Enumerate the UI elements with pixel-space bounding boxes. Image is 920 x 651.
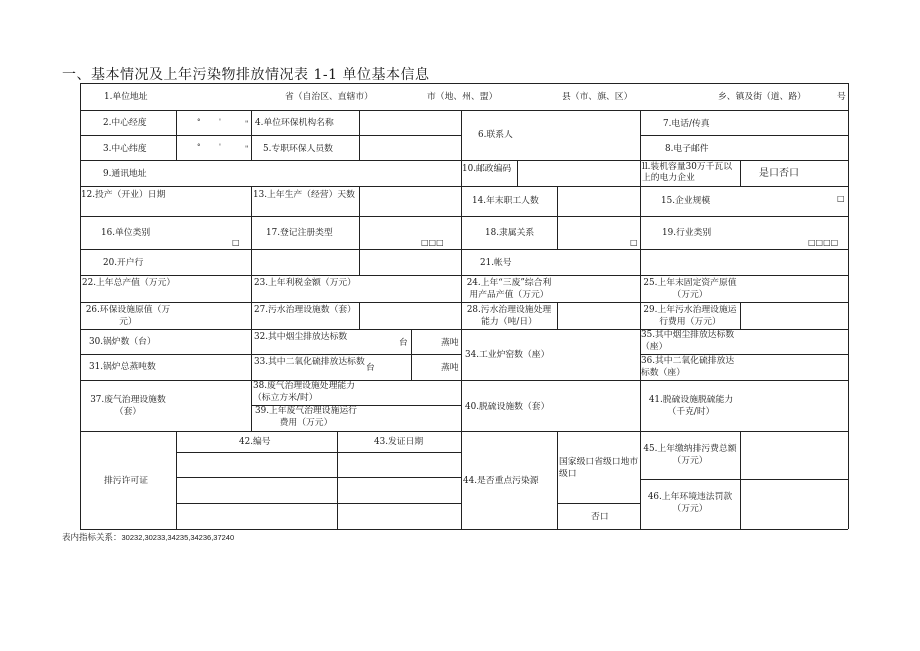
latitude-degree-mark: ° xyxy=(197,143,201,151)
enterprise-scale-box[interactable]: □ xyxy=(837,194,845,203)
unit-tai-label: 台 xyxy=(399,338,408,348)
col-divider xyxy=(176,110,177,160)
registration-type-label: 17.登记注册类型 xyxy=(266,228,333,238)
source-level-options[interactable]: 国家级口省级口地市级口 xyxy=(559,457,639,479)
unit-category-box[interactable]: □ xyxy=(232,238,240,247)
latitude-minute-mark: ' xyxy=(219,143,221,151)
mailing-address-label: 9.通讯地址 xyxy=(103,169,147,179)
col-divider xyxy=(251,110,252,160)
unit-steam-ton-label: 蒸吨 xyxy=(441,363,459,373)
wastewater-capacity-label: 28.污水治理设施处理能力（吨/日） xyxy=(466,305,552,327)
col-divider xyxy=(640,110,641,186)
center-longitude-label: 2.中心经度 xyxy=(103,118,147,128)
row-divider xyxy=(80,380,848,381)
employee-count-label: 14.年末职工人数 xyxy=(472,196,539,206)
emission-fee-label: 45.上年缴纳排污费总额（万元） xyxy=(643,444,737,466)
env-staff-count-label: 5.专职环保人员数 xyxy=(263,144,333,154)
so2-compliant-count-label: 33.其中二氧化硫排放达标数 xyxy=(254,357,365,367)
town-label: 乡、镇及街（道、路） xyxy=(718,92,806,102)
affiliation-label: 18.隶属关系 xyxy=(485,228,535,238)
center-latitude-label: 3.中心纬度 xyxy=(103,144,147,154)
col-divider xyxy=(176,431,177,529)
row-divider xyxy=(80,160,848,161)
kiln-dust-compliant-label: 35.其中烟尘排放达标数（座） xyxy=(641,330,735,352)
unit-steam-ton-label: 蒸吨 xyxy=(441,338,459,348)
phone-fax-label: 7.电话/传真 xyxy=(663,119,710,129)
col-divider xyxy=(359,302,360,329)
longitude-minute-mark: ' xyxy=(219,118,221,126)
emission-permit-label: 排污许可证 xyxy=(104,476,148,486)
fixed-assets-label: 25.上年末固定资产原值（万元） xyxy=(643,278,737,300)
col-divider xyxy=(740,302,741,329)
affiliation-box[interactable]: □ xyxy=(630,238,638,247)
production-days-label: 13.上年生产（经营）天数 xyxy=(253,190,355,200)
issue-date-label: 43.发证日期 xyxy=(374,437,424,447)
col-divider xyxy=(557,186,558,249)
row-divider xyxy=(80,135,461,136)
col-divider xyxy=(359,110,360,160)
col-divider xyxy=(517,160,518,186)
env-fines-label: 46.上年环境违法罚款（万元） xyxy=(647,492,733,514)
longitude-degree-mark: ° xyxy=(197,118,201,126)
county-label: 县（市、旗、区） xyxy=(562,92,633,102)
unit-tai-label: 台 xyxy=(366,363,375,373)
longitude-second-mark: " xyxy=(245,120,249,128)
contact-person-label: 6.联系人 xyxy=(478,130,513,140)
email-label: 8.电子邮件 xyxy=(665,144,709,154)
waste-utilization-value-label: 24.上年“三废”综合利用产品产值（万元） xyxy=(466,278,552,300)
desulfurization-capacity-label: 41.脱硫设施脱硫能力（千克/时） xyxy=(648,395,734,417)
row-divider xyxy=(557,503,640,504)
row-divider xyxy=(80,110,848,111)
kiln-so2-compliant-label: 36.其中二氧化硫排放达标数（座） xyxy=(641,356,735,378)
registration-type-boxes[interactable]: □□□ xyxy=(421,238,444,247)
industry-category-boxes[interactable]: □□□□ xyxy=(808,238,839,247)
col-divider xyxy=(337,431,338,529)
table-footer-note xyxy=(62,531,234,543)
col-divider xyxy=(740,160,741,186)
table-border-top xyxy=(80,83,848,84)
row-divider xyxy=(80,249,848,250)
boiler-steam-tons-label: 31.锅炉总蒸吨数 xyxy=(89,362,156,372)
row-divider xyxy=(80,354,251,355)
latitude-second-mark: " xyxy=(245,145,249,153)
row-divider xyxy=(251,354,461,355)
col-divider xyxy=(251,186,252,431)
house-number-label: 号 xyxy=(837,92,846,102)
table-border-right xyxy=(848,83,849,529)
permit-number-label: 42.编号 xyxy=(239,437,271,447)
power-yes-no-choice: 是口否口 xyxy=(759,168,799,179)
boiler-count-label: 30.锅炉数（台） xyxy=(89,337,156,347)
province-label: 省（自治区、直辖市） xyxy=(285,92,373,102)
row-divider xyxy=(640,135,848,136)
dust-compliant-count-label: 32.其中烟尘排放达标数 xyxy=(254,332,348,342)
col-divider xyxy=(411,329,412,380)
key-pollution-source-label: 44.是否重点污染源 xyxy=(463,476,539,486)
bank-label: 20.开户行 xyxy=(103,258,144,268)
row-divider xyxy=(80,302,848,303)
desulfurization-count-label: 40.脱硫设施数（套） xyxy=(465,402,550,412)
col-divider xyxy=(740,431,741,529)
wastewater-facility-count-label: 27.污水治理设施数（套） xyxy=(254,305,356,315)
env-facility-value-label: 26.环保设施原值（万元） xyxy=(85,305,171,327)
table-border-left xyxy=(80,83,81,529)
power-capacity-question: ll.装机容量30万千瓦以上的电力企业 xyxy=(642,162,732,183)
col-divider xyxy=(557,431,558,529)
not-key-source-option[interactable]: 否口 xyxy=(591,512,609,522)
row-divider xyxy=(80,431,848,432)
unit-category-label: 16.单位类别 xyxy=(101,228,151,238)
wastewater-cost-label: 29.上年污水治理设施运行费用（万元） xyxy=(643,305,737,327)
gas-capacity-label: 38.废气治理设施处理能力（标立方米/时） xyxy=(253,381,355,403)
row-divider xyxy=(176,452,461,453)
gas-cost-label: 39.上年废气治理设施运行费用（万元） xyxy=(255,406,357,428)
row-divider xyxy=(640,479,848,480)
city-label: 市（地、州、盟） xyxy=(427,92,498,102)
enterprise-scale-label: 15.企业规模 xyxy=(661,196,711,206)
indicator-relation-label: 表内指标关系： xyxy=(62,532,122,542)
unit-address-label: 1.单位地址 xyxy=(104,92,148,102)
gas-facility-count-label: 37.废气治理设施数（套） xyxy=(90,395,166,417)
total-output-label: 22.上年总产值（万元） xyxy=(82,278,176,288)
table-border-bottom xyxy=(80,529,848,530)
indicator-relation-codes: 30232,30233,34235,34236,37240 xyxy=(121,533,235,542)
row-divider xyxy=(176,503,461,504)
col-divider xyxy=(557,302,558,329)
account-label: 21.帐号 xyxy=(480,258,512,268)
postcode-label: 10.邮政编码 xyxy=(462,164,512,174)
tax-amount-label: 23.上年利税金额（万元） xyxy=(254,278,356,288)
env-org-name-label: 4.单位环保机构名称 xyxy=(255,118,334,128)
kiln-count-label: 34.工业炉窑数（座） xyxy=(465,350,550,360)
row-divider xyxy=(80,216,848,217)
row-divider xyxy=(80,186,848,187)
col-divider xyxy=(359,186,360,275)
table-title: 一、基本情况及上年污染物排放情况表 1-1 单位基本信息 xyxy=(62,67,430,83)
row-divider xyxy=(80,275,848,276)
row-divider xyxy=(176,477,461,478)
industry-category-label: 19.行业类别 xyxy=(662,228,712,238)
start-date-label: 12.投产（开业）日期 xyxy=(81,190,166,200)
